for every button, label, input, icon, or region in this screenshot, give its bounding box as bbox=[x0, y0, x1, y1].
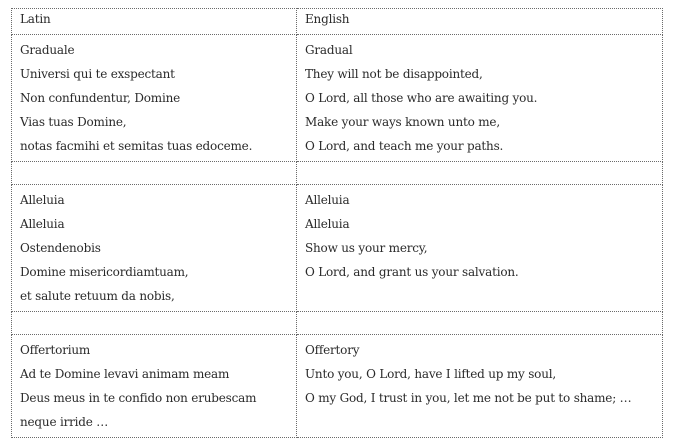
gradual-row bbox=[12, 35, 663, 162]
text-line: Offertory bbox=[305, 343, 360, 357]
text-line: Show us your mercy, bbox=[305, 241, 428, 255]
text-line: O Lord, and teach me your paths. bbox=[305, 139, 504, 153]
text-line: Ostendenobis bbox=[20, 241, 101, 255]
empty-cell bbox=[297, 162, 663, 185]
text-line: Offertorium bbox=[20, 343, 91, 357]
text-line: et salute retuum da nobis, bbox=[20, 289, 175, 303]
text-line: Ad te Domine levavi animam meam bbox=[20, 367, 230, 381]
latin-cell bbox=[12, 185, 297, 312]
text-line: O my God, I trust in you, let me not be put to shame; … bbox=[305, 391, 632, 405]
text-line: Alleluia bbox=[20, 217, 65, 231]
text-line: They will not be disappointed, bbox=[305, 67, 483, 81]
text-line: Deus meus in te confido non erubescam bbox=[20, 391, 257, 405]
text-line: Alleluia bbox=[305, 193, 350, 207]
text-line: Universi qui te exspectant bbox=[20, 67, 175, 81]
text-line: neque irride … bbox=[20, 415, 109, 429]
latin-cell bbox=[12, 35, 297, 162]
latin-cell bbox=[12, 335, 297, 438]
text-line: Graduale bbox=[20, 43, 75, 57]
text-line: Non confundentur, Domine bbox=[20, 91, 181, 105]
text-line: Alleluia bbox=[20, 193, 65, 207]
english-cell bbox=[297, 185, 663, 312]
text-line: Alleluia bbox=[305, 217, 350, 231]
text-line: Unto you, O Lord, have I lifted up my soul, bbox=[305, 367, 556, 381]
text-line: Vias tuas Domine, bbox=[20, 115, 127, 129]
empty-cell bbox=[12, 162, 297, 185]
header-row bbox=[12, 9, 663, 35]
text-line: O Lord, and grant us your salvation. bbox=[305, 265, 519, 279]
text-line: Domine misericordiamtuam, bbox=[20, 265, 189, 279]
empty-cell bbox=[12, 312, 297, 335]
latin-english-table bbox=[11, 8, 663, 438]
spacer-row bbox=[12, 312, 663, 335]
text-line: notas facmihi et semitas tuas edoceme. bbox=[20, 139, 253, 153]
english-cell bbox=[297, 35, 663, 162]
english-cell bbox=[297, 335, 663, 438]
english-column-header: English bbox=[297, 9, 663, 35]
spacer-row bbox=[12, 162, 663, 185]
latin-column-header: Latin bbox=[12, 9, 297, 35]
offertory-row bbox=[12, 335, 663, 438]
text-line: Gradual bbox=[305, 43, 353, 57]
text-line: O Lord, all those who are awaiting you. bbox=[305, 91, 538, 105]
alleluia-row bbox=[12, 185, 663, 312]
empty-cell bbox=[297, 312, 663, 335]
text-line: Make your ways known unto me, bbox=[305, 115, 500, 129]
